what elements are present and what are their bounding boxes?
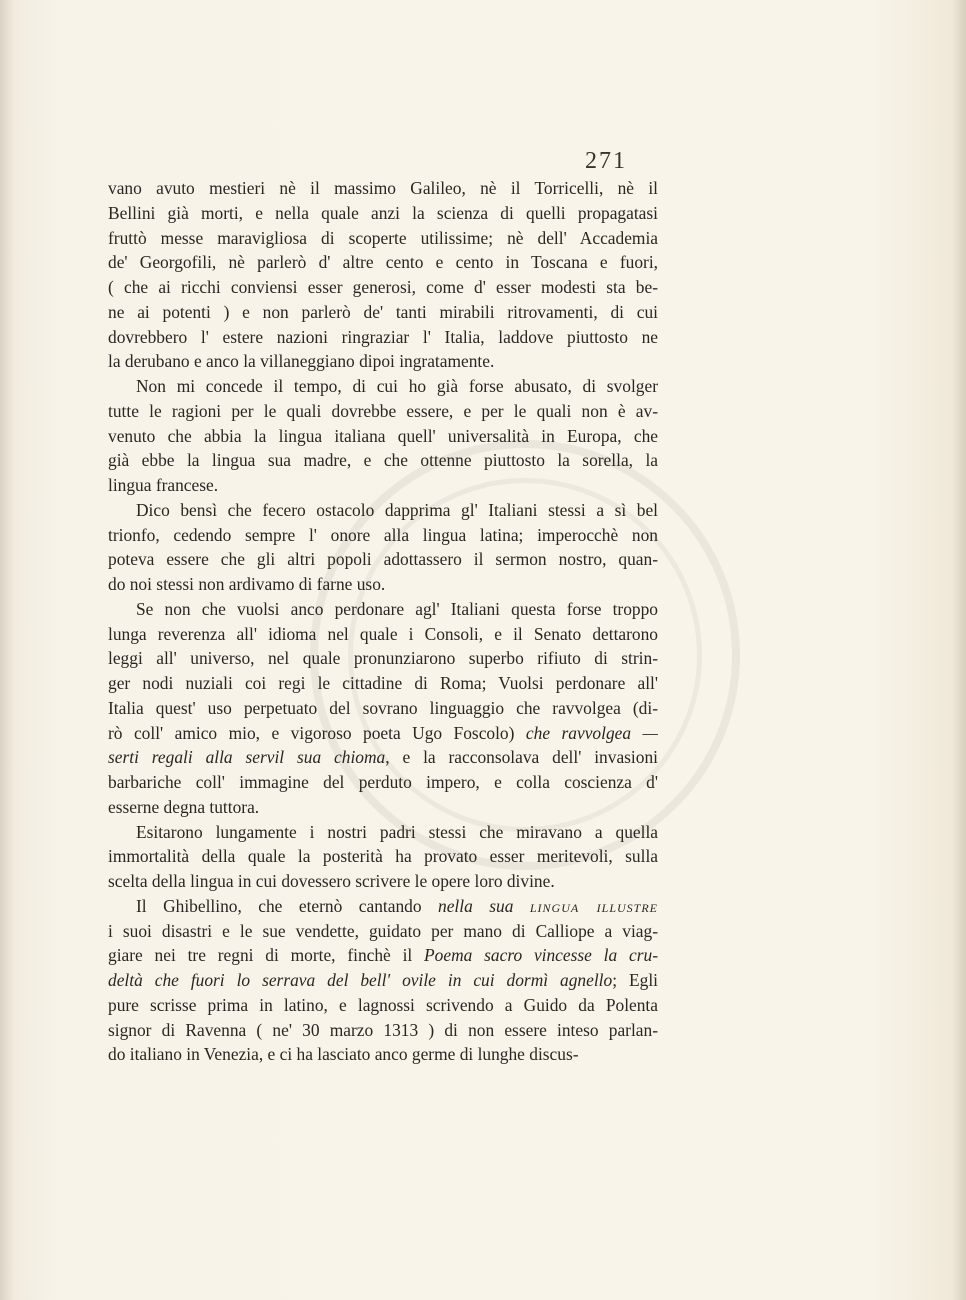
italic-run: deltà che fuori lo serrava del bell' ovile in cui dormì agnello: [108, 970, 613, 990]
text-line: [108, 671, 658, 696]
text-run: Se non che vuolsi anco perdonare agl' Italiani questa forse troppo: [136, 598, 658, 619]
text-line: [108, 374, 658, 399]
text-run: Dico bensì che fecero ostacolo dapprima gl' Italiani stessi a sì bel: [136, 499, 658, 520]
text-line: [108, 300, 658, 325]
text-line: [108, 1018, 658, 1043]
text-run: Bellini già morti, e nella quale anzi la scienza di quelli propagatasi: [108, 202, 658, 223]
text-run: de' Georgofili, nè parlerò d' altre cento e cento in Toscana e fuori,: [108, 252, 658, 273]
text-line: [108, 523, 658, 548]
page-edge-shadow-right: [952, 0, 966, 1300]
text-run: leggi all' universo, nel quale pronunziarono superbo rifiuto di strin-: [108, 648, 658, 669]
text-run: ger nodi nuziali coi regi le cittadine di Roma; Vuolsi perdonare all': [108, 673, 658, 693]
text-run: signor di Ravenna ( ne' 30 marzo 1313 ) di non essere inteso parlan-: [108, 1019, 658, 1040]
text-run: vano avuto mestieri nè il massimo Galileo, nè il Torricelli, nè il: [108, 178, 658, 198]
text-run: [513, 896, 529, 916]
page-number: 271: [585, 148, 627, 174]
paragraph: [108, 176, 658, 374]
text-line: [108, 572, 658, 597]
text-line: [108, 201, 658, 226]
text-run: la derubano e anco la villaneggiano dipoi ingratamente.: [108, 351, 495, 372]
text-line: [108, 745, 658, 770]
text-line: [108, 448, 658, 473]
text-run: ne ai potenti ) e non parlerò de' tanti mirabili ritrovamenti, di cui: [108, 301, 658, 322]
text-run: Il Ghibellino, che eternò cantando: [136, 895, 438, 916]
italic-run: lingua illustre: [529, 895, 658, 916]
text-run: trionfo, cedendo sempre l' onore alla lingua latina; imperocchè non: [108, 524, 658, 545]
italic-run: che ravvolgea —: [525, 722, 658, 743]
italic-run: Poema sacro vincesse la cru-: [424, 945, 658, 966]
text-run: scelta della lingua in cui dovessero scrivere le opere loro divine.: [108, 871, 555, 891]
text-line: [108, 349, 658, 374]
paragraph: [108, 498, 658, 597]
text-line: [108, 844, 658, 869]
text-run: venuto che abbia la lingua italiana quell' universalità in Europa, che: [108, 425, 658, 446]
italic-run: nella sua: [438, 895, 514, 916]
paragraph: [108, 894, 658, 1067]
text-run: , e la racconsolava dell' invasioni: [385, 747, 658, 768]
text-run: fruttò messe maravigliosa di scoperte utilissime; nè dell' Accademia: [108, 227, 658, 248]
text-run: lingua francese.: [108, 475, 219, 495]
text-run: poteva essere che gli altri popoli adottassero il sermon nostro, quan-: [108, 549, 658, 570]
text-run: lunga reverenza all' idioma nel quale i Consoli, e il Senato dettarono: [108, 623, 658, 644]
text-line: [108, 473, 658, 498]
text-line: [108, 820, 658, 845]
text-line: [108, 226, 658, 251]
text-line: [108, 894, 658, 919]
text-run: immortalità della quale la posterità ha provato esser meritevoli, sulla: [108, 846, 658, 867]
text-line: [108, 968, 658, 993]
paragraph: [108, 597, 658, 820]
italic-run: serti regali alla servil sua chioma: [108, 747, 386, 768]
text-run: ; Egli: [612, 970, 658, 990]
text-line: [108, 547, 658, 572]
text-line: [108, 424, 658, 449]
text-run: pure scrisse prima in latino, e lagnossi scrivendo a Guido da Polenta: [108, 994, 658, 1015]
text-run: i suoi disastri e le sue vendette, guidato per mano di Calliope a viag-: [108, 920, 658, 941]
text-line: [108, 399, 658, 424]
text-run: Non mi concede il tempo, di cui ho già forse abusato, di svolger: [136, 376, 658, 396]
page-edge-shadow-left: [0, 0, 14, 1300]
text-run: Italia quest' uso perpetuato del sovrano linguaggio che ravvolgea (di-: [108, 697, 658, 718]
text-run: tutte le ragioni per le quali dovrebbe essere, e per le quali non è av-: [108, 400, 658, 421]
text-line: [108, 176, 658, 201]
text-line: [108, 993, 658, 1018]
text-run: giare nei tre regni di morte, finchè il: [108, 945, 425, 966]
text-line: [108, 597, 658, 622]
text-run: dovrebbero l' estere nazioni ringraziar l' Italia, laddove piuttosto ne: [108, 326, 658, 347]
text-run: ( che ai ricchi conviensi esser generosi, come d' esser modesti sta be-: [108, 277, 658, 297]
paragraph: [108, 374, 658, 498]
text-run: rò coll' amico mio, e vigoroso poeta Ugo Foscolo): [108, 722, 526, 743]
text-line: [108, 919, 658, 944]
text-line: [108, 275, 658, 300]
text-run: già ebbe la lingua sua madre, e che ottenne piuttosto la sorella, la: [108, 450, 658, 471]
text-line: [108, 795, 658, 820]
paragraph: [108, 820, 658, 894]
text-run: esserne degna tuttora.: [108, 796, 260, 817]
body-text: [108, 176, 658, 1067]
text-run: barbariche coll' immagine del perduto impero, e colla coscienza d': [108, 772, 658, 792]
text-line: [108, 250, 658, 275]
text-run: Esitarono lungamente i nostri padri stessi che miravano a quella: [136, 821, 658, 842]
text-line: [108, 325, 658, 350]
text-line: [108, 622, 658, 647]
text-line: [108, 646, 658, 671]
text-line: [108, 770, 658, 795]
text-line: [108, 1042, 658, 1067]
text-line: [108, 721, 658, 746]
text-line: [108, 869, 658, 894]
text-run: do italiano in Venezia, e ci ha lasciato anco germe di lunghe discus-: [108, 1044, 579, 1065]
text-run: do noi stessi non ardivamo di farne uso.: [108, 574, 386, 594]
text-line: [108, 696, 658, 721]
text-line: [108, 943, 658, 968]
text-line: [108, 498, 658, 523]
